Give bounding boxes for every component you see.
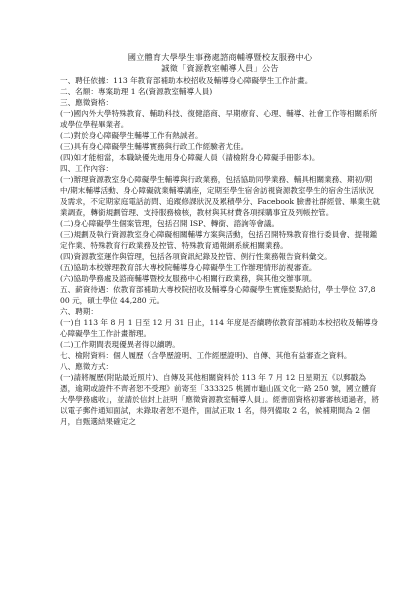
section-term-heading: 六、聘期： bbox=[60, 307, 98, 316]
duty-item-1: (一)辦理資源教室身心障礙學生輔導與行政業務，包括協助同學業務、輔具相關業務、期初/期中/期末輔導活動、身心障礙就業輔導講座，定期至學生宿舍訪視資源教室學生的宿舍生活狀況及需求，不定期家庭電話訪問、追蹤修課狀況及累積學分、Facebook 臉書社群經營、畢業生就業調查，轉銜規劃管理、支持服務檢核，教材與其材費各項採購事宜及列帳控管。 bbox=[60, 175, 381, 217]
document-title-position: 誠徵「資源教室輔導人員」公告 bbox=[161, 63, 279, 73]
term-item-2: (二)工作期間表現優異者得以續聘。 bbox=[60, 340, 180, 349]
section-qualifications-heading: 三、應徵資格： bbox=[60, 98, 114, 107]
section-salary: 五、薪資待遇：依教育部補助大專校院招收及輔導身心障礙學生實施要點給付，學士學位 37,800 元，碩士學位 44,280 元。 bbox=[60, 285, 376, 305]
duty-item-5: (五)協助本校辦理教育部大專校院輔導身心障礙學生工作辦理情形訪視審查。 bbox=[60, 263, 317, 272]
duty-item-4: (四)資源教室運作與管理，包括各項資訊紀錄及控管、例行性業務報告資料彙交。 bbox=[60, 252, 332, 261]
qualification-item-3: (三)具有身心障礙學生輔導實務與行政工作經驗者尤佳。 bbox=[60, 142, 249, 151]
qualification-item-1: (一)國內外大學特殊教育、輔助科技、復健諮商、早期療育、心理、輔導、社會工作等相關系所或學位學程畢業者。 bbox=[60, 109, 378, 129]
section-duties-heading: 四、工作內容： bbox=[60, 164, 114, 173]
document-title-org: 國立體育大學學生事務處諮商輔導暨校友服務中心 bbox=[127, 52, 313, 62]
section-documents: 七、檢附資料：個人履歷（含學歷證明、工作經歷證明)、自傳、其他有益審查之資料。 bbox=[60, 351, 352, 360]
section-quota: 二、名額：專案助理 1 名(資源教室輔導人員) bbox=[60, 87, 213, 96]
document-body bbox=[60, 75, 380, 427]
application-item-1: (一)請將履歷(附貼最近照片)、自傳及其他相關資料於 113 年 7 月 12 日星期五《以郵戳為憑，逾期或證件不齊者恕不受理》前寄至「333325 桃園市龜山區文化一路 250 號，國立體育大學學務處收」，並請於信封上註明「應徵資源教室輔導人員」。經書面資格初審審核通過者，將以電子郵件通知面試，未錄取者恕不退件，面試正取 1 名，得列備取 2 名，候補期間為 2 個月，自甄選結果確定之 bbox=[60, 373, 379, 426]
term-item-1: (一)自 113 年 8 月 1 日至 12 月 31 日止，114 年度是否續聘依教育部補助本校招收及輔導身心障礙學生工作計畫辦理。 bbox=[60, 318, 379, 338]
section-basis: 一、聘任依據：113 年教育部補助本校招收及輔導身心障礙學生工作計畫。 bbox=[60, 76, 313, 85]
qualification-item-4: (四)如才能相當，本職缺優先進用身心障礙人員（請檢附身心障礙手冊影本)。 bbox=[60, 153, 320, 162]
duty-item-2: (二)身心障礙學生個案管理，包括召開 ISP、轉銜、諮詢等會議。 bbox=[60, 219, 280, 228]
qualification-item-2: (二)對於身心障礙學生輔導工作有熱誠者。 bbox=[60, 131, 203, 140]
duty-item-6: (六)協助學務處及諮商輔導暨校友服務中心相關行政業務，與其他交辦事項。 bbox=[60, 274, 317, 283]
section-application-heading: 八、應徵方式： bbox=[60, 362, 114, 371]
duty-item-3: (三)規劃及執行資源教室身心障礙相關輔導方案與活動，包括召開特殊教育推行委員會、提報鑑定作業、特殊教育行政業務及控管、特殊教育通報網系統相關業務。 bbox=[60, 230, 378, 250]
